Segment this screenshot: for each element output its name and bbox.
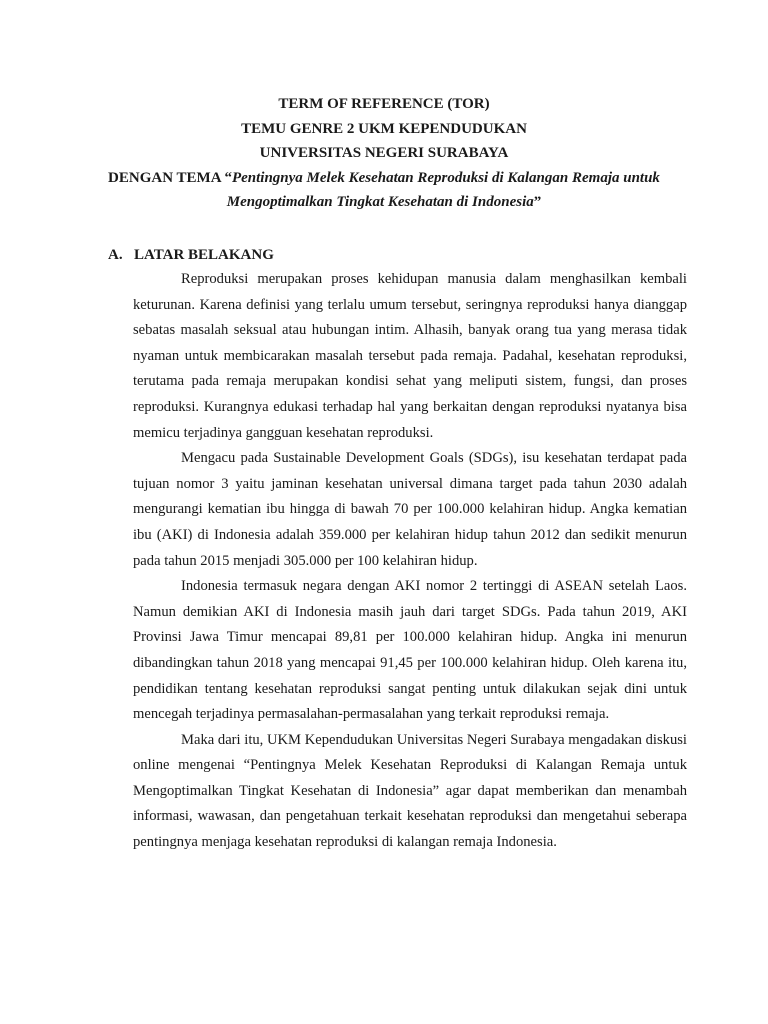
theme-prefix: DENGAN TEMA “ <box>108 169 232 186</box>
section-heading-text: LATAR BELAKANG <box>134 247 274 263</box>
paragraph-3: Indonesia termasuk negara dengan AKI nomor 2 tertinggi di ASEAN setelah Laos. Namun demikian AKI di Indonesia masih jauh dari target SDGs. Pada tahun 2019, AKI Provinsi Jawa Timur mencapai 89,81 per 100.000 kelahiran hidup. Angka ini menurun dibandingkan tahun 2018 yang mencapai 91,45 per 100.000 kelahiran hidup. Oleh karena itu, pendidikan tentang kesehatan reproduksi sangat penting untuk dilakukan sejak dini untuk mencegah terjadinya permasalahan-permasalahan yang terkait reproduksi remaja. <box>133 578 687 723</box>
document-title-line-3: UNIVERSITAS NEGERI SURABAYA <box>259 145 509 161</box>
document-title-line-2: TEMU GENRE 2 UKM KEPENDUDUKAN <box>241 120 527 137</box>
document-title-line-1: TERM OF REFERENCE (TOR) <box>278 96 490 112</box>
section-body <box>133 267 687 856</box>
document-theme-line-2 <box>0 190 768 215</box>
theme-suffix: ” <box>533 194 542 210</box>
paragraph-4: Maka dari itu, UKM Kependudukan Universitas Negeri Surabaya mengadakan diskusi online mengenai “Pentingnya Melek Kesehatan Reproduksi di Kalangan Remaja untuk Mengoptimalkan Tingkat Kesehatan di Indonesia” agar dapat memberikan dan menambah informasi, wawasan, dan pengetahuan terkait kesehatan reproduksi dan mengetahui seberapa pentingnya menjaga kesehatan reproduksi di kalangan remaja Indonesia. <box>133 731 687 851</box>
theme-italic-line-1: Pentingnya Melek Kesehatan Reproduksi di Kalangan Remaja untuk <box>231 169 660 186</box>
document-theme-line-1 <box>0 166 768 191</box>
theme-italic-line-2: Mengoptimalkan Tingkat Kesehatan di Indonesia <box>226 194 534 210</box>
paragraph-2: Mengacu pada Sustainable Development Goals (SDGs), isu kesehatan terdapat pada tujuan nomor 3 yaitu jaminan kesehatan universal dimana target pada tahun 2030 adalah mengurangi kematian ibu hingga di bawah 70 per 100.000 kelahiran hidup. Angka kematian ibu (AKI) di Indonesia adalah 359.000 per kelahiran hidup tahun 2012 dan sedikit menurun pada tahun 2015 menjadi 305.000 per 100 kelahiran hidup. <box>133 450 687 569</box>
document-title-block <box>0 92 768 215</box>
section-letter: A. <box>108 247 123 263</box>
paragraph-1: Reproduksi merupakan proses kehidupan manusia dalam menghasilkan kembali keturunan. Karena definisi yang terlalu umum tersebut, seringnya reproduksi hanya dianggap sebatas masalah seksual atau hubungan intim. Alhasih, banyak orang tua yang merasa tidak nyaman untuk membicarakan masalah tersebut pada remaja. Padahal, kesehatan reproduksi, terutama pada remaja merupakan kondisi sehat yang meliputi sistem, fungsi, dan proses reproduksi. Kurangnya edukasi terhadap hal yang berkaitan dengan reproduksi nyatanya bisa memicu terjadinya gangguan kesehatan reproduksi. <box>133 271 687 441</box>
section-heading <box>108 244 274 266</box>
